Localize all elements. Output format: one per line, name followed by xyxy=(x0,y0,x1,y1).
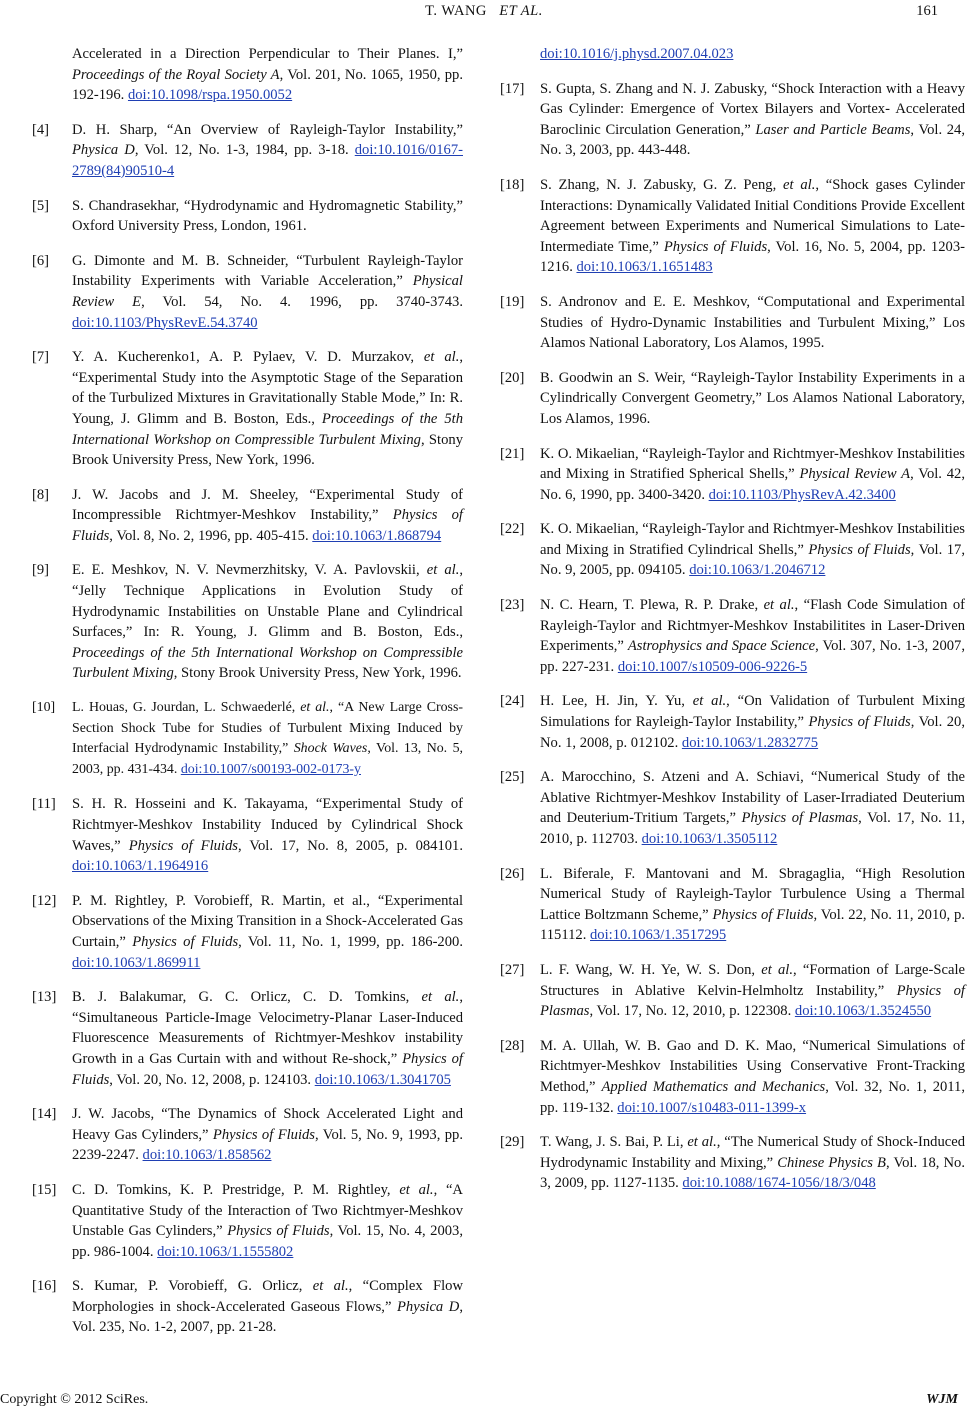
reference-number: [4] xyxy=(32,121,50,138)
reference-text: G. Dimonte and M. B. Schneider, “Turbulent Rayleigh-Taylor Instability Experiments with Variable Acceleration,” xyxy=(72,252,463,290)
reference-italic-text: Shock Waves xyxy=(293,741,368,757)
reference-text: E. E. Meshkov, N. V. Nevmerzhitsky, V. A. Pavlovskii, xyxy=(72,562,427,579)
reference-text: , Vol. 5, No. 9, 1993, pp. 2239-2247. xyxy=(72,1126,464,1164)
header-author: T. WANG xyxy=(425,3,487,19)
reference-number: [5] xyxy=(32,197,50,214)
reference-text: , “Experimental Study into the Asymptotic Stage of the Separation of the Turbulized Mixtures in Gravitationally Stable Mode,” In: R. Young, J. Glimm and B. Boston, Eds., xyxy=(72,349,463,427)
reference-entry xyxy=(500,864,965,946)
reference-text: , “Jelly Technique Applications in Evolution Study of Hydrodynamic Instabilities on Unstable Plane and Cylindrical Surfaces,” In: R. Young, J. Glimm and B. Boston, Eds., xyxy=(72,562,463,641)
doi-link[interactable]: doi:10.1016/0167-2789(84)90510-4 xyxy=(72,142,463,179)
reference-number: [6] xyxy=(32,252,50,269)
reference-italic-text: Physics of Fluids xyxy=(72,1050,463,1088)
reference-text: , Vol. 17, No. 8, 2005, p. 084101. xyxy=(237,837,463,854)
reference-number: [15] xyxy=(32,1181,57,1198)
reference-italic-text: Proceedings of the Royal Society A xyxy=(72,66,280,83)
reference-text: L. Houas, G. Jourdan, L. Schwaederlé, xyxy=(72,700,301,716)
reference-text: , Vol. 8, No. 2, 1996, pp. 405-415. xyxy=(109,527,313,544)
reference-text: L. F. Wang, W. H. Ye, W. S. Don, xyxy=(540,961,762,978)
reference-text: C. D. Tomkins, K. P. Prestridge, P. M. Rightley, xyxy=(72,1181,400,1198)
reference-entry xyxy=(32,251,463,333)
doi-link[interactable]: doi:10.1103/PhysRevA.42.3400 xyxy=(708,486,896,503)
reference-number: [13] xyxy=(32,989,57,1006)
reference-text: S. Andronov and E. E. Meshkov, “Computational and Experimental Studies of Hydro-Dynamic Instabilities and Turbulent Mixing,” Los Alamos National Laboratory, Los Alamos, 1995. xyxy=(540,293,965,352)
reference-entry xyxy=(500,44,965,65)
reference-number: [9] xyxy=(32,562,50,579)
reference-text: J. W. Jacobs and J. M. Sheeley, “Experimental Study of Incompressible Richtmyer-Meshkov Instability,” xyxy=(72,486,463,524)
reference-text: H. Lee, H. Jin, Y. Yu, xyxy=(540,693,693,710)
reference-entry xyxy=(32,120,463,182)
reference-text: S. Chandrasekhar, “Hydrodynamic and Hydromagnetic Stability,” Oxford University Press, London, 1961. xyxy=(72,197,463,235)
reference-number: [7] xyxy=(32,349,50,366)
reference-text: B. Goodwin an S. Weir, “Rayleigh-Taylor Instability Experiments in a Cylindrically Convergent Geometry,” Los Alamos National Laboratory, Los Alamos, 1996. xyxy=(540,369,965,427)
reference-italic-text: et al. xyxy=(426,562,460,579)
reference-number: [17] xyxy=(500,80,525,97)
reference-text: B. J. Balakumar, G. C. Orlicz, C. D. Tomkins, xyxy=(72,989,422,1006)
reference-number: [10] xyxy=(32,700,56,716)
doi-link[interactable]: doi:10.1088/1674-1056/18/3/048 xyxy=(682,1175,876,1192)
doi-link[interactable]: doi:10.1007/s10509-006-9226-5 xyxy=(617,658,808,675)
reference-text: , Vol. 12, No. 1-3, 1984, pp. 3-18. xyxy=(134,142,355,159)
footer-copyright: Copyright © 2012 SciRes. xyxy=(0,1392,149,1407)
reference-text: Y. A. Kucherenko1, A. P. Pylaev, V. D. Murzakov, xyxy=(72,349,424,366)
doi-link[interactable]: doi:10.1103/PhysRevE.54.3740 xyxy=(72,314,258,331)
reference-text: , “Simultaneous Particle-Image Velocimetry-Planar Laser-Induced Fluorescence Measurements of Richtmyer-Meshkov instability Growth in a Gas Curtain with and without Re-shock,” xyxy=(72,989,463,1067)
reference-text: , Vol. 42, No. 6, 1990, pp. 3400-3420. xyxy=(540,466,965,503)
reference-entry xyxy=(500,1036,965,1118)
reference-entry xyxy=(500,519,965,581)
reference-number: [18] xyxy=(500,176,525,193)
reference-entry xyxy=(32,1276,463,1338)
reference-italic-text: Physics of Fluids xyxy=(128,837,238,854)
reference-text: , Vol. 17, No. 12, 2010, p. 122308. xyxy=(589,1003,795,1020)
reference-entry xyxy=(32,44,463,106)
reference-entry xyxy=(500,691,965,753)
doi-link[interactable]: doi:10.1063/1.858562 xyxy=(142,1147,272,1164)
reference-entry xyxy=(500,595,965,677)
reference-text: P. M. Rightley, P. Vorobieff, R. Martin, et al., “Experimental Observations of the Mixing Transition in a Shock-Accelerated Gas Curtain,” xyxy=(72,892,463,950)
reference-text: , “A New Large Cross-Section Shock Tube for Studies of Turbulent Mixing Induced by Interfacial Hydrodynamic Instability,” xyxy=(72,700,463,757)
reference-entry xyxy=(32,560,463,684)
doi-link[interactable]: doi:10.1063/1.2832775 xyxy=(681,734,819,751)
references-left-column xyxy=(32,44,463,1352)
reference-number: [11] xyxy=(32,796,56,813)
doi-link[interactable]: doi:10.1007/s00193-002-0173-y xyxy=(180,761,361,777)
reference-text: Accelerated in a Direction Perpendicular to Their Planes. I,” xyxy=(72,46,463,62)
reference-number: [16] xyxy=(32,1278,57,1295)
reference-entry xyxy=(32,891,463,973)
reference-text: , Vol. 16, No. 5, 2004, pp. 1203-1216. xyxy=(540,238,965,276)
reference-text: , Vol. 17, No. 9, 2005, pp. 094105. xyxy=(540,541,965,579)
doi-link[interactable]: doi:10.1063/1.1964916 xyxy=(72,858,209,875)
reference-text: , Vol. 18, No. 3, 2009, pp. 1127-1135. xyxy=(540,1154,966,1192)
reference-entry xyxy=(32,347,463,471)
doi-link[interactable]: doi:10.1063/1.869911 xyxy=(72,954,201,971)
header-etal: ET AL. xyxy=(499,3,543,19)
reference-number: [8] xyxy=(32,486,50,503)
reference-entry xyxy=(32,1180,463,1262)
reference-number: [28] xyxy=(500,1037,525,1054)
footer-journal: WJM xyxy=(926,1392,958,1407)
reference-entry xyxy=(32,485,463,547)
reference-text: , Stony Brook University Press, New York, 1996. xyxy=(173,665,462,682)
reference-entry xyxy=(32,698,463,780)
reference-text: , Vol. 20, No. 12, 2008, p. 124103. xyxy=(109,1071,315,1088)
reference-italic-text: et al. xyxy=(687,1134,717,1151)
reference-number: [25] xyxy=(500,769,525,786)
references-right-column xyxy=(500,44,965,1208)
reference-entry xyxy=(500,292,965,354)
reference-text: K. O. Mikaelian, “Rayleigh-Taylor and Richtmyer-Meshkov Instabilities and Mixing in Stratified Spherical Shells,” xyxy=(540,445,965,483)
reference-text: , Vol. 11, No. 1, 1999, pp. 186-200. xyxy=(238,933,463,950)
reference-text: S. Kumar, P. Vorobieff, G. Orlicz, xyxy=(72,1278,313,1295)
reference-text: , Vol. 17, No. 11, 2010, p. 112703. xyxy=(540,810,965,847)
reference-text: K. O. Mikaelian, “Rayleigh-Taylor and Richtmyer-Meshkov Instabilities and Mixing in Stratified Cylindrical Shells,” xyxy=(540,521,965,558)
reference-text: , “Formation of Large-Scale Structures in Ablative Kelvin-Helmholtz Instability,” xyxy=(540,961,965,999)
reference-text: , Vol. 15, No. 4, 2003, pp. 986-1004. xyxy=(72,1223,464,1260)
reference-entry xyxy=(500,1132,965,1194)
reference-text: , Vol. 235, No. 1-2, 2007, pp. 21-28. xyxy=(72,1298,463,1336)
reference-number: [21] xyxy=(500,445,525,462)
reference-italic-text: et al. xyxy=(300,700,330,716)
reference-text: , Vol. 13, No. 5, 2003, pp. 431-434. xyxy=(72,741,463,777)
reference-italic-text: Physics of Fluids xyxy=(712,906,814,923)
reference-italic-text: Laser and Particle Beams xyxy=(755,121,911,138)
reference-entry xyxy=(500,767,965,849)
reference-number: [24] xyxy=(500,693,525,710)
reference-italic-text: et al. xyxy=(312,1278,349,1295)
reference-text: T. Wang, J. S. Bai, P. Li, xyxy=(540,1134,688,1151)
reference-text: D. H. Sharp, “An Overview of Rayleigh-Taylor Instability,” xyxy=(72,121,463,138)
reference-text: , Vol. 22, No. 11, 2010, p. 115112. xyxy=(540,906,966,944)
reference-italic-text: Physica D xyxy=(72,142,135,159)
reference-italic-text: Physics of Fluids xyxy=(663,238,768,255)
running-header xyxy=(0,3,968,20)
reference-text: S. H. R. Hosseini and K. Takayama, “Experimental Study of Richtmyer-Meshkov Instability Induced by Cylindrical Shock Waves,” xyxy=(72,796,463,854)
reference-italic-text: et al. xyxy=(783,176,816,193)
reference-number: [26] xyxy=(500,865,525,882)
reference-italic-text: Physics of Fluids xyxy=(227,1223,330,1240)
reference-italic-text: Physics of Fluids xyxy=(808,541,911,558)
reference-entry xyxy=(32,794,463,876)
reference-text: , Vol. 20, No. 1, 2008, p. 012102. xyxy=(540,714,965,751)
doi-link[interactable]: doi:10.1098/rspa.1950.0052 xyxy=(127,87,293,104)
reference-text: A. Marocchino, S. Atzeni and A. Schiavi, “Numerical Study of the Ablative Richtmyer-Meshkov Instability of Laser-Irradiated Deuterium and Deuterium-Tritium Targets,” xyxy=(540,769,965,827)
reference-text: S. Gupta, S. Zhang and N. J. Zabusky, “Shock Interaction with a Heavy Gas Cylinder: Emergence of Vortex Bilayers and Vortex- Accelerated Baroclinic Circulation Generation,” xyxy=(540,80,965,138)
reference-number: [22] xyxy=(500,521,525,538)
reference-italic-text: Proceedings of the 5th International Workshop on Compressible Turbulent Mixing xyxy=(72,410,463,448)
doi-link[interactable]: doi:10.1063/1.3524550 xyxy=(794,1003,932,1020)
reference-italic-text: Physics of Fluids xyxy=(132,933,239,950)
reference-italic-text: et al. xyxy=(423,349,460,366)
doi-link[interactable]: doi:10.1063/1.3041705 xyxy=(314,1071,451,1088)
reference-text: , Vol. 201, No. 1065, 1950, pp. 192-196. xyxy=(72,66,464,104)
reference-text: , “Shock gases Cylinder Interactions: Dynamically Validated Initial Conditions Provide Excellent Agreement between Experiments and Numerical Simulations to Late-Intermediate Time,” xyxy=(540,176,965,255)
reference-entry xyxy=(32,196,463,237)
reference-italic-text: Physics of Fluids xyxy=(72,507,463,544)
reference-text: , Stony Brook University Press, New York, 1996. xyxy=(72,431,463,469)
doi-link[interactable]: doi:10.1016/j.physd.2007.04.023 xyxy=(540,46,734,62)
doi-link[interactable]: doi:10.1063/1.3505112 xyxy=(641,831,778,847)
reference-text: , “On Validation of Turbulent Mixing Simulations for Rayleigh-Taylor Instability,” xyxy=(540,693,965,731)
reference-entry xyxy=(32,987,463,1090)
doi-link[interactable]: doi:10.1063/1.868794 xyxy=(312,527,442,544)
reference-text: , “Complex Flow Morphologies in shock-Accelerated Gaseous Flows,” xyxy=(72,1278,463,1315)
doi-link[interactable]: doi:10.1007/s10483-011-1399-x xyxy=(617,1099,807,1116)
doi-link[interactable]: doi:10.1063/1.1555802 xyxy=(157,1243,294,1260)
reference-text: S. Zhang, N. J. Zabusky, G. Z. Peng, xyxy=(540,176,784,193)
reference-text: J. W. Jacobs, “The Dynamics of Shock Accelerated Light and Heavy Gas Cylinders,” xyxy=(72,1106,463,1143)
reference-text: M. A. Ullah, W. B. Gao and D. K. Mao, “Numerical Simulations of Richtmyer-Meshkov Instabilities Using Conservative Front-Tracking Method,” xyxy=(540,1037,965,1095)
reference-italic-text: Physica D xyxy=(397,1298,460,1315)
reference-entry xyxy=(500,79,965,161)
reference-text: , Vol. 307, No. 1-3, 2007, pp. 227-231. xyxy=(540,638,965,675)
reference-entry xyxy=(32,1104,463,1166)
reference-italic-text: Physics of Fluids xyxy=(808,714,911,731)
reference-number: [12] xyxy=(32,892,57,909)
reference-number: [29] xyxy=(500,1134,525,1151)
reference-number: [19] xyxy=(500,293,525,310)
reference-text: L. Biferale, F. Mantovani and M. Sbragaglia, “High Resolution Numerical Study of Rayleigh-Taylor Turbulence Using a Thermal Lattice Boltzmann Scheme,” xyxy=(540,865,965,923)
reference-text: , Vol. 54, No. 4. 1996, pp. 3740-3743. xyxy=(141,293,464,310)
reference-italic-text: et al. xyxy=(763,597,795,614)
reference-number: [23] xyxy=(500,597,525,614)
reference-text: , “The Numerical Study of Shock-Induced Hydrodynamic Instability and Mixing,” xyxy=(540,1134,965,1171)
reference-italic-text: et al. xyxy=(761,961,794,978)
reference-text: N. C. Hearn, T. Plewa, R. P. Drake, xyxy=(540,597,764,614)
doi-link[interactable]: doi:10.1063/1.3517295 xyxy=(590,927,727,944)
reference-entry xyxy=(500,175,965,278)
reference-text: , Vol. 24, No. 3, 2003, pp. 443-448. xyxy=(540,121,965,159)
reference-text: , “Flash Code Simulation of Rayleigh-Taylor and Richtmyer-Meshkov Instabilitites in Laser-Driven Experiments,” xyxy=(540,597,965,655)
reference-italic-text: Physical Review E xyxy=(72,273,463,310)
reference-text: , Vol. 32, No. 1, 2011, pp. 119-132. xyxy=(540,1078,966,1116)
reference-italic-text: Physics of Fluids xyxy=(212,1126,315,1143)
reference-number: [27] xyxy=(500,961,525,978)
page-number: 161 xyxy=(916,3,938,19)
reference-entry xyxy=(500,368,965,430)
reference-italic-text: Chinese Physics B xyxy=(777,1154,886,1171)
reference-italic-text: Physical Review A xyxy=(799,466,911,483)
reference-italic-text: Applied Mathematics and Mechanics xyxy=(601,1078,826,1095)
reference-italic-text: Astrophysics and Space Science xyxy=(627,638,816,655)
reference-italic-text: Proceedings of the 5th International Workshop on Compressible Turbulent Mixing xyxy=(72,644,463,682)
reference-italic-text: Physics of Plasmas xyxy=(540,982,965,1020)
reference-italic-text: et al. xyxy=(692,693,727,710)
reference-entry xyxy=(500,444,965,506)
doi-link[interactable]: doi:10.1063/1.2046712 xyxy=(689,562,826,579)
reference-number: [14] xyxy=(32,1106,57,1123)
reference-italic-text: et al. xyxy=(421,989,460,1006)
doi-link[interactable]: doi:10.1063/1.1651483 xyxy=(576,259,713,276)
reference-entry xyxy=(500,960,965,1022)
reference-italic-text: Physics of Plasmas xyxy=(741,810,859,827)
reference-number: [20] xyxy=(500,369,525,386)
reference-italic-text: et al. xyxy=(399,1181,434,1198)
reference-text: , “A Quantitative Study of the Interaction of Two Richtmyer-Meshkov Unstable Gas Cylinders,” xyxy=(72,1181,463,1240)
